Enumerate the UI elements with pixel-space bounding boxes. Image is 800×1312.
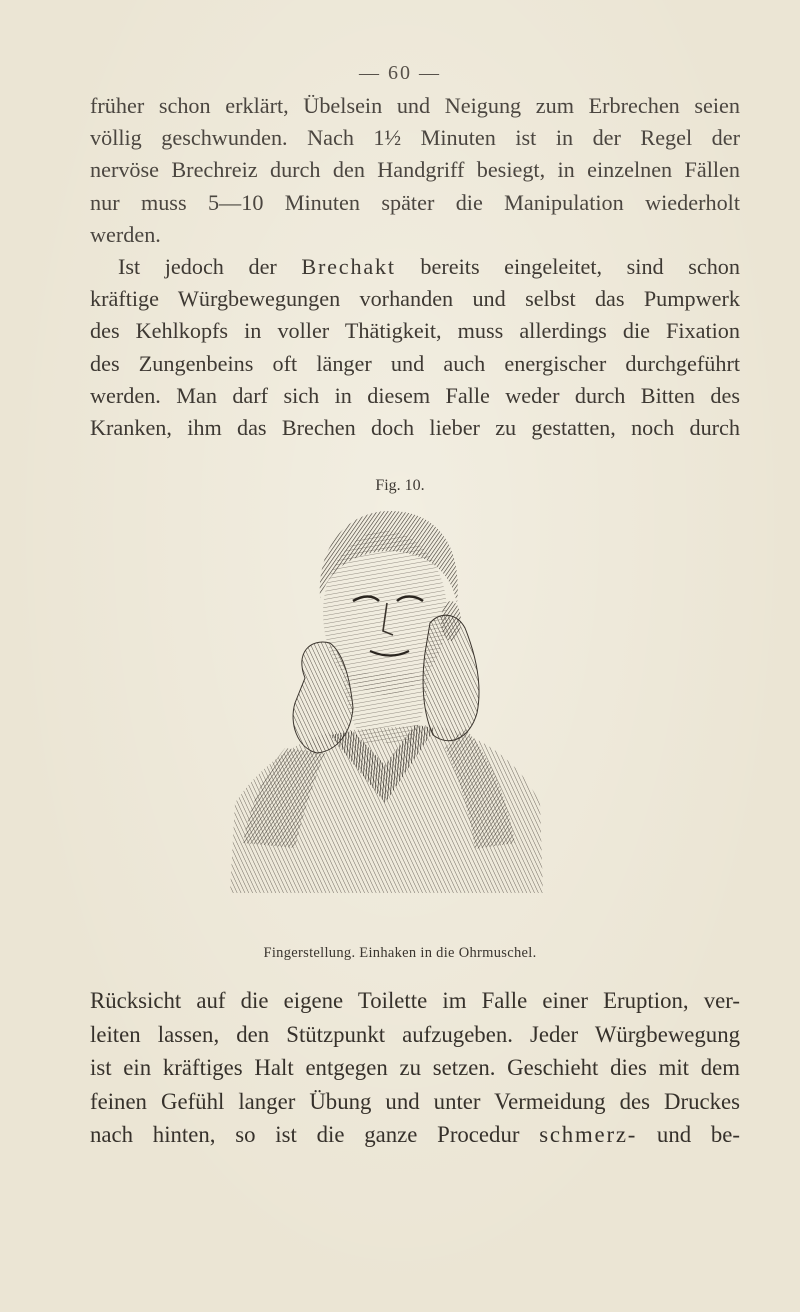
right-hand-shape: [423, 615, 479, 741]
text-line: Kranken, ihm das Brechen doch lieber zu gestatten, noch durch: [90, 415, 740, 441]
text-line: ist ein kräftiges Halt entgegen zu setzen. Geschieht dies mit dem: [90, 1055, 740, 1080]
text-line: [90, 1118, 740, 1152]
text-line: nervöse Brechreiz durch den Handgriff besiegt, in einzelnen Fällen: [90, 157, 740, 183]
text-line: feinen Gefühl langer Übung und unter Vermeidung des Druckes: [90, 1088, 740, 1114]
text-line: nur muss 5—10 Minuten später die Manipulation wiederholt: [90, 189, 740, 215]
text-line: Rücksicht auf die eigene Toilette im Falle einer Eruption, ver-: [90, 988, 740, 1013]
figure-caption: Fingerstellung. Einhaken in die Ohrmuschel.: [263, 945, 537, 961]
paragraph-2: [90, 251, 740, 444]
paragraph-1: [90, 90, 740, 251]
paragraph-3: [90, 984, 740, 1152]
text-run: bereits eingeleitet, sind schon: [395, 254, 740, 279]
text-run: Ist jedoch der: [118, 254, 302, 279]
text-line: [90, 251, 740, 283]
text-line: des Kehlkopfs in voller Thätigkeit, muss allerdings die Fixation: [90, 318, 740, 344]
text-line: werden. Man darf sich in diesem Falle weder durch Bitten des: [90, 382, 740, 408]
figure-label: Fig. 10.: [375, 477, 425, 494]
text-line: kräftige Würgbewegungen vorhanden und selbst das Pumpwerk: [90, 286, 740, 312]
emphasized-word: schmerz-: [539, 1122, 638, 1147]
text-line: des Zungenbeins oft länger und auch energischer durchgeführt: [90, 350, 740, 376]
text-run: und be-: [637, 1122, 740, 1147]
page-number: — 60 —: [359, 62, 441, 84]
emphasized-word: Brechakt: [301, 254, 396, 279]
text-line: früher schon erklärt, Übelsein und Neigung zum Erbrechen seien: [90, 93, 740, 118]
text-run: nach hinten, so ist die ganze Procedur: [90, 1122, 540, 1147]
text-line: leiten lassen, den Stützpunkt aufzugeben. Jeder Würgbewegung: [90, 1021, 740, 1047]
text-line: völlig geschwunden. Nach 1½ Minuten ist in der Regel der: [90, 125, 740, 151]
figure-engraving: [225, 503, 545, 893]
text-line: werden.: [90, 221, 161, 247]
